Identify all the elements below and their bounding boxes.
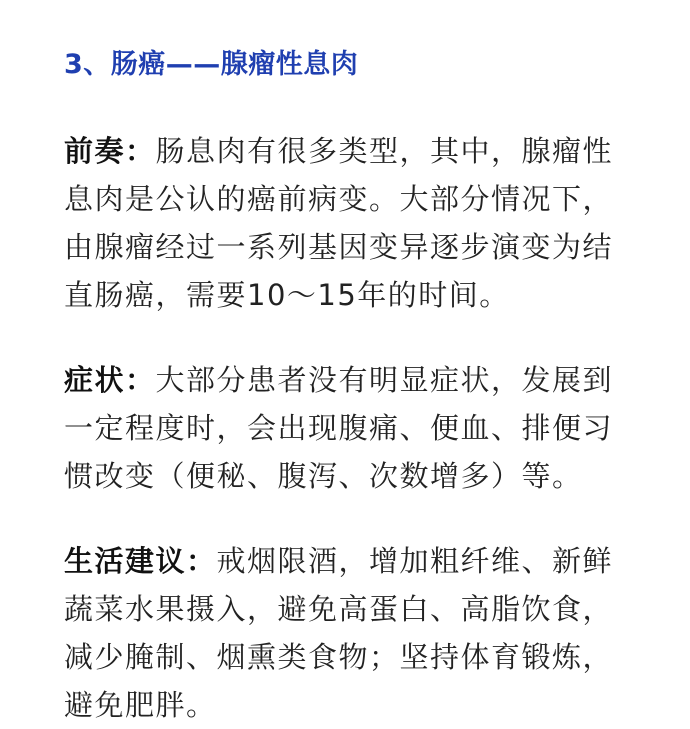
paragraph-line: 一定程度时，会出现腹痛、便血、排便习 — [64, 411, 614, 445]
advice-label: 生活建议： — [64, 544, 217, 578]
paragraph-line: 蔬菜水果摄入，避免高蛋白、高脂饮食， — [64, 592, 614, 626]
prelude-label: 前奏： — [64, 134, 156, 168]
paragraph-text: 戒烟限酒，增加粗纤维、新鲜 — [216, 544, 614, 578]
prelude-paragraph — [64, 127, 636, 319]
paragraph-line: 惯改变（便秘、腹泻、次数增多）等。 — [64, 459, 583, 493]
paragraph-line: 减少腌制、烟熏类食物；坚持体育锻炼， — [64, 640, 614, 674]
paragraph-text: 大部分患者没有明显症状，发展到 — [155, 363, 614, 397]
paragraph-line: 避免肥胖。 — [64, 688, 217, 722]
section-heading: 3、肠癌——腺瘤性息肉 — [64, 49, 359, 80]
paragraph-line: 直肠癌，需要10～15年的时间。 — [64, 278, 510, 312]
advice-paragraph — [64, 537, 636, 729]
symptoms-paragraph — [64, 356, 636, 500]
symptoms-label: 症状： — [64, 363, 156, 397]
paragraph-line: 息肉是公认的癌前病变。大部分情况下， — [64, 182, 614, 216]
paragraph-line — [64, 356, 636, 404]
paragraph-line — [64, 537, 636, 585]
paragraph-text: 肠息肉有很多类型，其中，腺瘤性 — [155, 134, 614, 168]
paragraph-line: 由腺瘤经过一系列基因变异逐步演变为结 — [64, 230, 614, 264]
paragraph-line — [64, 127, 636, 175]
